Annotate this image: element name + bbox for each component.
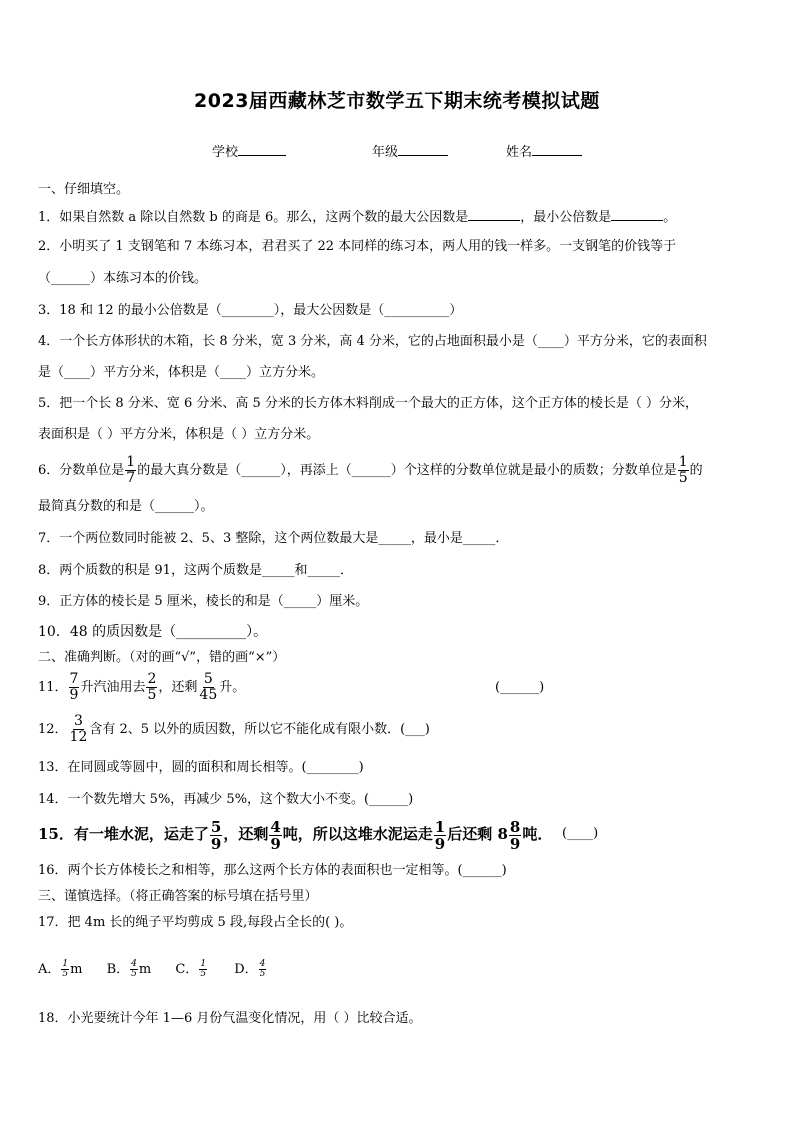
question-8: 8．两个质数的积是 91，这两个质数是_____和_____．: [38, 563, 353, 578]
question-13: 13．在同圆或等圆中，圆的面积和周长相等。(________): [38, 760, 364, 775]
question-17-options: [38, 955, 764, 985]
fraction: $\frac{1}{5}$: [678, 454, 688, 486]
option-a: A． $\frac{1}{5}$ m: [38, 959, 83, 979]
fraction: $\frac{2}{5}$: [147, 671, 157, 703]
question-4-line-1: 4．一个长方体形状的木箱，长 8 分米，宽 3 分米，高 4 分米，它的占地面积最小是（____）平方分米，它的表面积: [38, 334, 707, 349]
question-11: 11． $\frac{7}{9}$ 升汽油用去 $\frac{2}{5}$ ，还剩 $\frac{5}{45}$ 升。 (______): [38, 671, 545, 703]
section-2-heading: 二、准确判断。（对的画“√”，错的画“×”）: [38, 650, 286, 665]
question-2-line-2: （______）本练习本的价钱。: [38, 271, 208, 286]
question-7: 7．一个两位数同时能被 2、5、3 整除，这个两位数最大是_____，最小是_____．: [38, 531, 509, 546]
question-1: 1．如果自然数 a 除以自然数 b 的商是 6。那么，这两个数的最大公因数是 ，最小公倍数是 。: [38, 207, 764, 227]
answer-blank: (____): [562, 826, 599, 841]
answer-blank: (______): [495, 680, 545, 695]
question-12: 12． $\frac{3}{12}$ 含有 2、5 以外的质因数，所以它不能化成有限小数．(___): [38, 713, 430, 745]
question-16: 16．两个长方体棱长之和相等，那么这两个长方体的表面积也一定相等。(______): [38, 863, 507, 878]
question-10: 10．48 的质因数是（__________）。: [38, 624, 268, 640]
fraction: $\frac{1}{9}$: [434, 817, 446, 853]
fraction: $\frac{5}{9}$: [210, 817, 222, 853]
question-4-line-2: 是（____）平方分米，体积是（____）立方分米。: [38, 365, 325, 380]
name-field: 姓名: [506, 141, 582, 160]
fraction: $\frac{5}{45}$: [199, 671, 218, 703]
fraction: $\frac{8}{9}$: [509, 817, 521, 853]
question-6-line-1: 6．分数单位是 $\frac{1}{7}$ 的最大真分数是（______），再添上（______）个这样的分数单位就是最小的质数；分数单位是 $\frac{1}{5}$ 的: [38, 454, 703, 486]
fraction: $\frac{1}{7}$: [126, 454, 136, 486]
section-1-heading: 一、仔细填空。: [38, 182, 130, 197]
question-2-line-1: 2．小明买了 1 支钢笔和 7 本练习本，君君买了 22 本同样的练习本，两人用的钱一样多。一支钢笔的价钱等于: [38, 239, 677, 254]
fraction: $\frac{3}{12}$: [69, 713, 88, 745]
question-14: 14．一个数先增大 5%，再减少 5%，这个数大小不变。(______): [38, 792, 414, 807]
question-5-line-1: 5．把一个长 8 分米、宽 6 分米、高 5 分米的长方体木料削成一个最大的正方体，这个正方体的棱长是（ ）分米，: [38, 396, 699, 411]
question-15: 15．有一堆水泥，运走了 $\frac{5}{9}$ ，还剩 $\frac{4}{9}$ 吨，所以这堆水泥运走 $\frac{1}{9}$ 后还剩 8 $\frac{8}{9}$ 吨． (____): [38, 817, 599, 853]
school-field: 学校: [212, 141, 286, 160]
question-18: 18．小光要统计今年 1—6 月份气温变化情况，用（ ）比较合适。: [38, 1011, 422, 1026]
question-5-line-2: 表面积是（ ）平方分米，体积是（ ）立方分米。: [38, 427, 320, 442]
grade-field: 年级: [372, 141, 448, 160]
question-17: 17．把 4m 长的绳子平均剪成 5 段,每段占全长的( )。: [38, 915, 353, 930]
option-c: C． $\frac{1}{5}$: [175, 959, 207, 979]
option-b: B． $\frac{4}{5}$ m: [106, 959, 152, 979]
question-6-line-2: 最简真分数的和是（______）。: [38, 499, 214, 514]
section-3-heading: 三、谨慎选择。（将正确答案的标号填在括号里）: [38, 889, 318, 904]
fraction: $\frac{7}{9}$: [69, 671, 79, 703]
question-3: 3．18 和 12 的最小公倍数是（________），最大公因数是（__________）: [38, 303, 463, 318]
page-title: 2023届西藏林芝市数学五下期末统考模拟试题: [194, 90, 600, 112]
fraction: $\frac{4}{9}$: [270, 817, 281, 853]
question-9: 9．正方体的棱长是 5 厘米，棱长的和是（_____）厘米。: [38, 594, 369, 609]
option-d: D． $\frac{4}{5}$: [234, 959, 266, 979]
